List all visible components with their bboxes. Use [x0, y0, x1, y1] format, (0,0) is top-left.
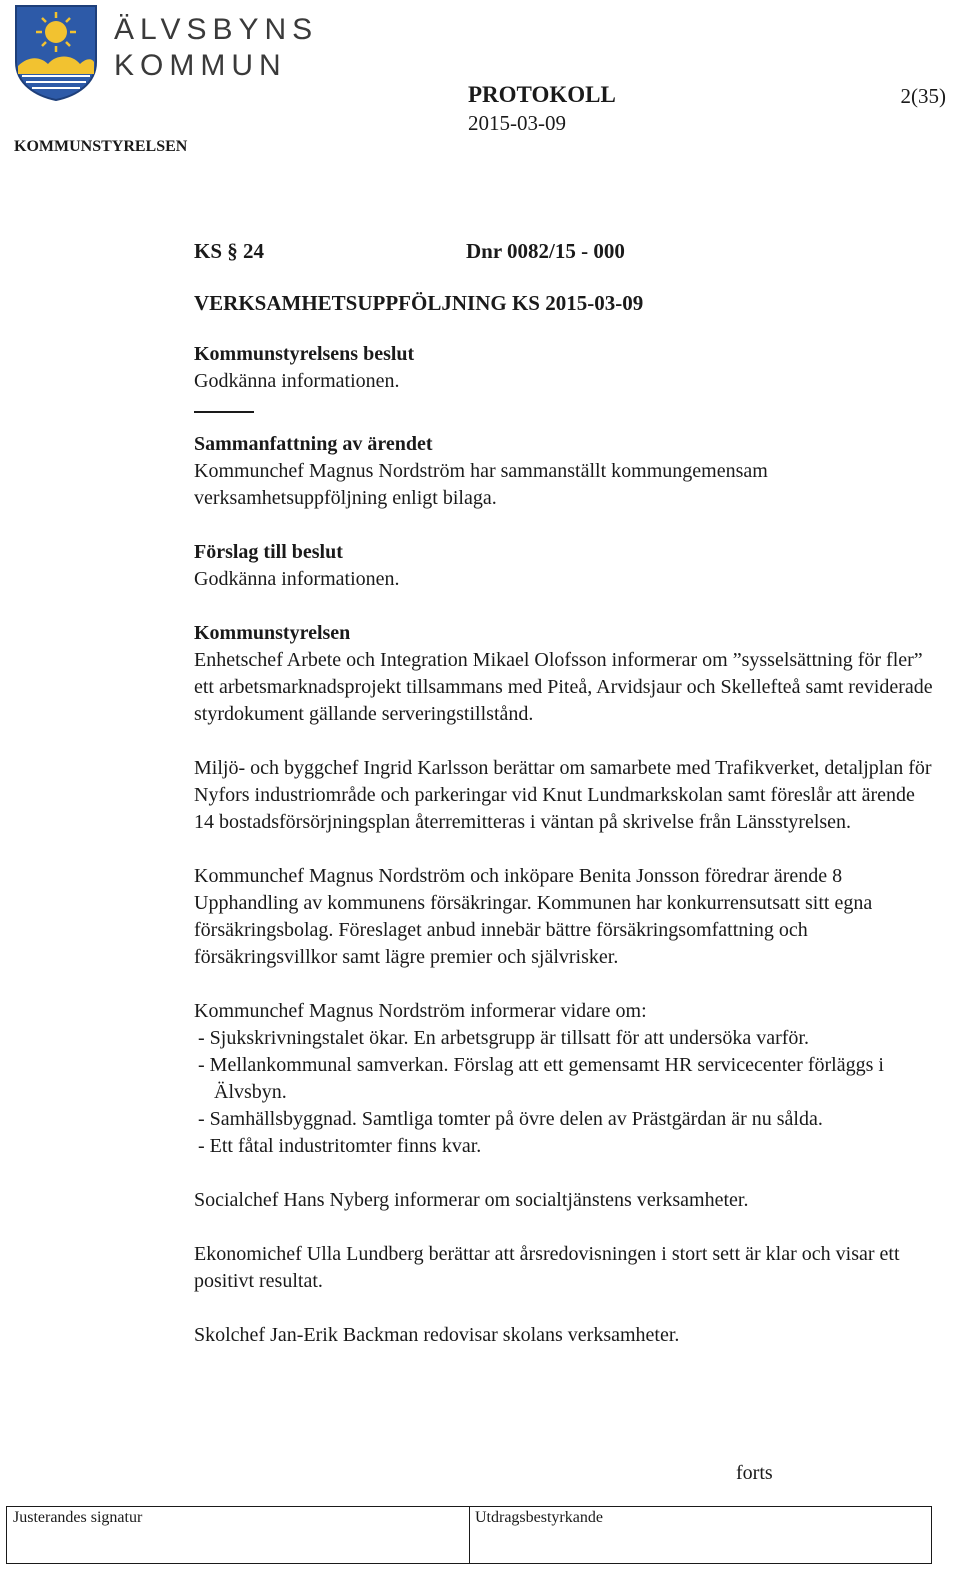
case-id: KS § 24	[194, 239, 265, 263]
separator-line	[194, 411, 254, 413]
document-date: 2015-03-09	[468, 111, 566, 135]
paragraph-social: Socialchef Hans Nyberg informerar om socialtjänstens verksamheter.	[194, 1189, 749, 1211]
list-item: - Samhällsbyggnad. Samtliga tomter på övre delen av Prästgärdan är nu sålda.	[198, 1108, 823, 1130]
list-item: - Sjukskrivningstalet ökar. En arbetsgrupp är tillsatt för att undersöka varför.	[198, 1027, 809, 1049]
extract-label: Utdragsbestyrkande	[475, 1509, 603, 1526]
minutes-body	[194, 237, 934, 1349]
decision-heading: Kommunstyrelsens beslut	[194, 343, 415, 365]
brand-line-1: ÄLVSBYNS	[114, 13, 319, 46]
paragraph-info-intro: Kommunchef Magnus Nordström informerar vidare om:	[194, 1000, 647, 1022]
paragraph-integration: Enhetschef Arbete och Integration Mikael Olofsson informerar om ”sysselsättning för fler” ett arbetsmarknadsprojekt tillsammans med Piteå, Arvidsjaur och Skellefteå samt reviderade styrdokument gällande serveringstillstånd.	[194, 649, 933, 725]
board-heading: Kommunstyrelsen	[194, 622, 351, 644]
municipality-name	[114, 12, 318, 84]
proposal-text: Godkänna informationen.	[194, 568, 400, 590]
summary-text: Kommunchef Magnus Nordström har sammanställt kommungemensam verksamhetsuppföljning enligt bilaga.	[194, 460, 768, 509]
case-header	[194, 237, 934, 265]
continues-label: forts	[736, 1462, 773, 1484]
municipality-crest-logo	[14, 4, 98, 102]
document-type: PROTOKOLL	[468, 82, 616, 107]
case-title: VERKSAMHETSUPPFÖLJNING KS 2015-03-09	[194, 291, 644, 315]
paragraph-insurance: Kommunchef Magnus Nordström och inköpare Benita Jonsson föredrar ärende 8 Upphandling av kommunens försäkringar. Kommunen har konkurrensutsatt sitt egna försäkringsbolag. Föreslaget anbud innebär bättre försäkringsomfattning och försäkringsvillkor samt lägre premier och självrisker.	[194, 865, 873, 968]
list-item: - Mellankommunal samverkan. Förslag att ett gemensamt HR servicecenter förläggs i Älvsbyn.	[198, 1054, 884, 1103]
decision-text: Godkänna informationen.	[194, 370, 400, 392]
signature-table	[6, 1506, 932, 1564]
signature-cell	[7, 1507, 470, 1563]
list-item: - Ett fåtal industritomter finns kvar.	[198, 1135, 482, 1157]
extract-cell	[469, 1507, 931, 1563]
case-dnr: Dnr 0082/15 - 000	[466, 239, 625, 263]
signature-label: Justerandes signatur	[13, 1509, 143, 1526]
paragraph-building: Miljö- och byggchef Ingrid Karlsson berättar om samarbete med Trafikverket, detaljplan för Nyfors industriområde och parkeringar vid Knut Lundmarkskolan samt föreslår att ärende 14 bostadsförsörjningsplan återremitteras i väntan på skrivelse från Länsstyrelsen.	[194, 757, 932, 833]
paragraph-economy: Ekonomichef Ulla Lundberg berättar att årsredovisningen i stort sett är klar och visar ett positivt resultat.	[194, 1243, 900, 1292]
department-name: KOMMUNSTYRELSEN	[14, 138, 188, 155]
paragraph-school: Skolchef Jan-Erik Backman redovisar skolans verksamheter.	[194, 1324, 680, 1346]
summary-heading: Sammanfattning av ärendet	[194, 433, 433, 455]
page-number: 2(35)	[900, 84, 946, 108]
info-list	[194, 1025, 934, 1160]
proposal-heading: Förslag till beslut	[194, 541, 343, 563]
brand-line-2: KOMMUN	[114, 49, 287, 82]
